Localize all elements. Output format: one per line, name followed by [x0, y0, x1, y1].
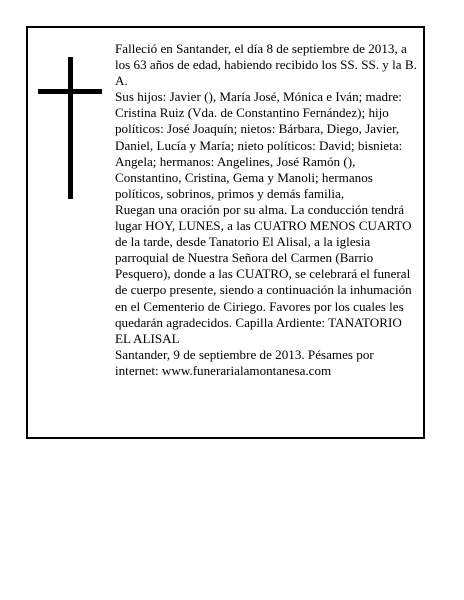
cross-vertical-bar — [68, 57, 73, 199]
closing-line: Santander, 9 de septiembre de 2013. Pésames por internet: www.funerarialamontanesa.com — [115, 346, 374, 378]
obituary-notice — [26, 26, 425, 439]
funeral-details: Ruegan una oración por su alma. La conducción tendrá lugar HOY, LUNES, a las CUATRO MENOS CUARTO de la tarde, desde Tanatorio El Alisal, a la iglesia parroquial de Nuestra Señora del Carmen (Barrio Pesquero), donde a las CUATRO, se celebrará el funeral de cuerpo presente, siendo a continuación la inhumación en el Cementerio de Ciriego. Favores por los cuales les quedarán agradecidos. Capilla Ardiente: TANATORIO EL ALISAL — [115, 201, 412, 346]
cross-icon — [38, 57, 102, 199]
family-list: Sus hijos: Javier (), María José, Mónica e Iván; madre: Cristina Ruiz (Vda. de Constantino Fernández); hijo políticos: José Joaquín; nietos: Bárbara, Diego, Javier, Daniel, Lucía y María; nieto políticos: David; bisnieta: Angela; hermanos: Angelines, José Ramón (), Constantino, Cristina, Gema y Manoli; hermanos políticos, sobrinos, primos y demás familia, — [115, 89, 403, 201]
notice-text — [115, 41, 420, 379]
death-announcement: Falleció en Santander, el día 8 de septiembre de 2013, a los 63 años de edad, habiendo recibido los SS. SS. y la B. A. — [115, 41, 417, 89]
cross-horizontal-bar — [38, 89, 102, 94]
